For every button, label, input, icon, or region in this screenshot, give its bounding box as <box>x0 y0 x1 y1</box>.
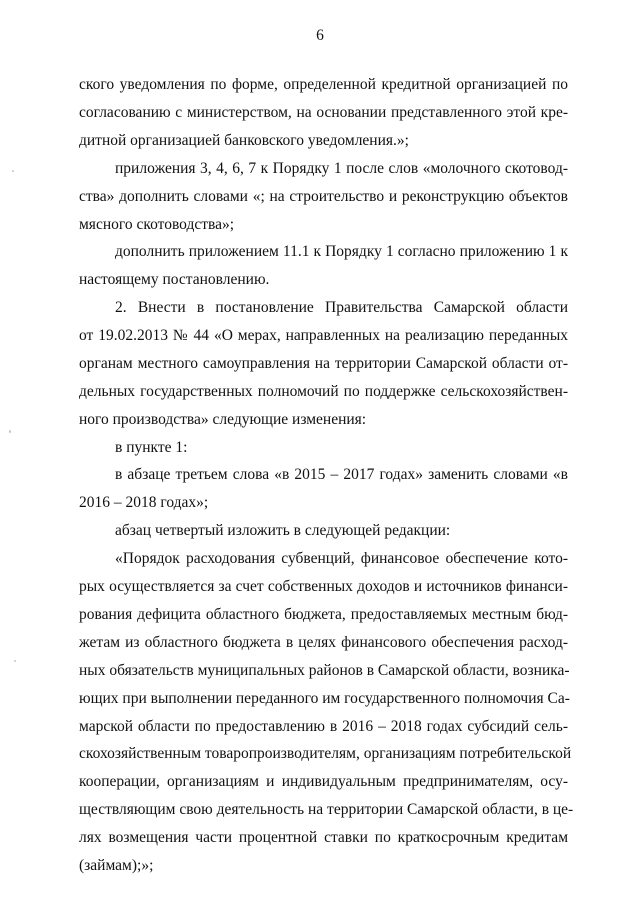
text-line: скохозяйственным товаропроизводителям, организациям потребительской <box>79 745 572 762</box>
text-line: ного производства» следующие изменения: <box>79 411 367 428</box>
text-line: лях возмещения части процентной ставки по краткосрочным кредитам <box>79 829 568 846</box>
text-line: настоящему постановлению. <box>79 271 270 288</box>
text-line: ющих при выполнении переданного им государственного полномочия Са- <box>79 690 570 707</box>
text-line: приложения 3, 4, 6, 7 к Порядку 1 после слов «молочного скотовод- <box>115 160 568 177</box>
text-line: 2. Внести в постановление Правительства Самарской области <box>115 299 568 316</box>
scan-artifact <box>14 660 16 662</box>
text-line: (займам);»; <box>79 857 154 874</box>
text-line: кооперации, организациям и индивидуальным предпринимателям, осу- <box>79 773 568 790</box>
text-line: дитной организацией банковского уведомления.»; <box>79 132 409 149</box>
text-line: ществляющим свою деятельность на территории Самарской области, в це- <box>79 801 574 818</box>
text-line: марской области по предоставлению в 2016 – 2018 годах субсидий сель- <box>79 718 568 735</box>
text-line: рых осуществляется за счет собственных доходов и источников финанси- <box>79 578 568 595</box>
text-line: от 19.02.2013 № 44 «О мерах, направленных на реализацию переданных <box>79 327 568 344</box>
page-number: 6 <box>316 27 324 44</box>
text-line: органам местного самоуправления на территории Самарской области от- <box>79 355 568 372</box>
scan-artifact <box>9 430 11 433</box>
scan-artifact <box>12 170 14 172</box>
text-line: жетам из областного бюджета в целях финансового обеспечения расход- <box>79 634 568 651</box>
text-line: «Порядок расходования субвенций, финансовое обеспечение кото- <box>115 550 568 567</box>
text-line: мясного скотоводства»; <box>79 216 235 233</box>
text-line: дельных государственных полномочий по поддержке сельскохозяйствен- <box>79 383 568 400</box>
text-line: дополнить приложением 11.1 к Порядку 1 согласно приложению 1 к <box>115 243 568 260</box>
text-line: ского уведомления по форме, определенной кредитной организацией по <box>79 76 568 93</box>
text-line: ных обязательств муниципальных районов в Самарской области, возника- <box>79 662 570 679</box>
text-line: 2016 – 2018 годах»; <box>79 494 209 511</box>
text-line: в пункте 1: <box>115 439 188 456</box>
text-line: ства» дополнить словами «; на строительство и реконструкцию объектов <box>79 188 568 205</box>
text-line: согласованию с министерством, на основании представленного этой кре- <box>79 104 568 121</box>
text-line: абзац четвертый изложить в следующей редакции: <box>115 522 451 539</box>
text-line: рования дефицита областного бюджета, предоставляемых местным бюд- <box>79 606 568 623</box>
text-line: в абзаце третьем слова «в 2015 – 2017 годах» заменить словами «в <box>115 466 568 483</box>
